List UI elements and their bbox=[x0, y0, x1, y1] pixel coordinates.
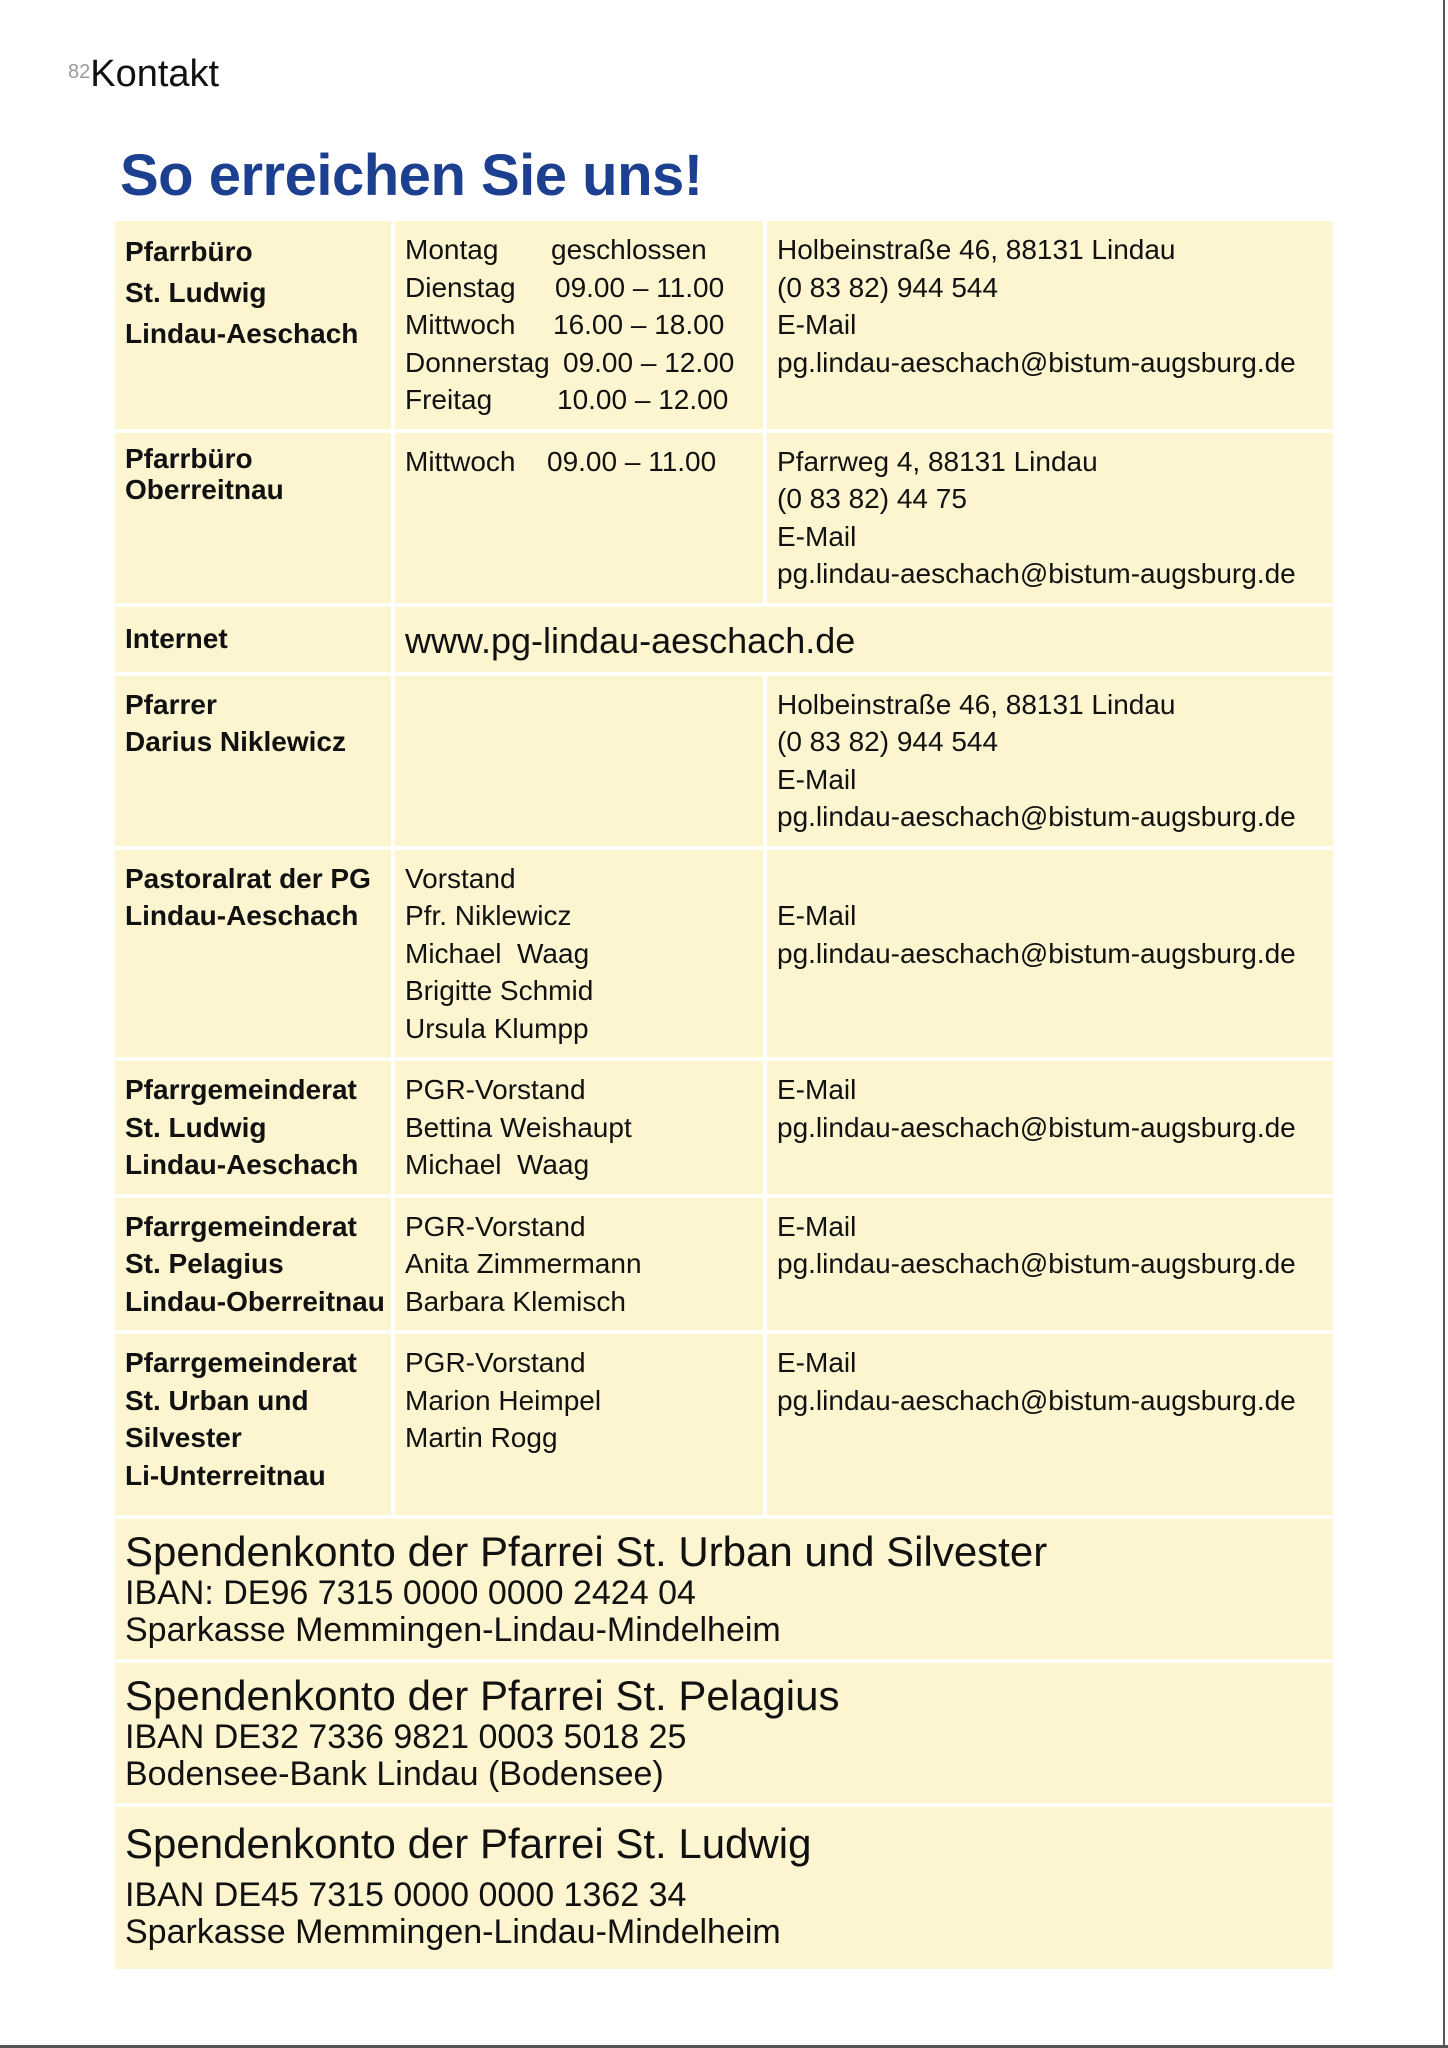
label-line: Li-Unterreitnau bbox=[125, 1459, 326, 1491]
member: PGR-Vorstand bbox=[405, 1347, 586, 1378]
member: Ursula Klumpp bbox=[405, 1012, 589, 1044]
label-line: St. Urban und bbox=[125, 1384, 309, 1416]
email-label: E-Mail bbox=[777, 763, 857, 795]
label-line: Pfarrer bbox=[125, 688, 217, 720]
contact-details bbox=[765, 431, 1335, 605]
table-row bbox=[113, 1196, 1335, 1333]
member: Anita Zimmermann bbox=[405, 1248, 642, 1279]
hours-row bbox=[405, 381, 753, 419]
hours-time: 10.00 – 12.00 bbox=[557, 384, 729, 415]
hours-day: Mittwoch bbox=[405, 445, 516, 477]
member: Brigitte Schmid bbox=[405, 975, 594, 1006]
bank-account bbox=[113, 1805, 1335, 1971]
contact-details bbox=[765, 1196, 1335, 1333]
row-label bbox=[113, 1196, 393, 1333]
member: Barbara Klemisch bbox=[405, 1285, 626, 1317]
hours-time: 09.00 – 11.00 bbox=[547, 445, 717, 477]
row-label bbox=[113, 848, 393, 1060]
page-heading: So erreichen Sie uns! bbox=[120, 143, 703, 208]
label-line: Silvester bbox=[125, 1422, 242, 1453]
hours-day: Mittwoch bbox=[405, 309, 516, 340]
table-row bbox=[113, 219, 1335, 431]
email-address: pg.lindau-aeschach@bistum-augsburg.de bbox=[777, 1384, 1296, 1416]
member: PGR-Vorstand bbox=[405, 1074, 586, 1105]
page-header bbox=[68, 52, 219, 96]
phone: (0 83 82) 944 544 bbox=[777, 726, 999, 757]
contact-details bbox=[765, 219, 1335, 431]
member: Pfr. Niklewicz bbox=[405, 900, 572, 931]
members bbox=[393, 1332, 765, 1517]
label-line: Pfarrgemeinderat bbox=[125, 1074, 357, 1105]
member: PGR-Vorstand bbox=[405, 1210, 586, 1242]
row-label bbox=[113, 605, 393, 674]
table-row bbox=[113, 1059, 1335, 1196]
office-hours bbox=[393, 219, 765, 431]
member: Bettina Weishaupt bbox=[405, 1111, 632, 1143]
bank-name: Sparkasse Memmingen-Lindau-Mindelheim bbox=[125, 1913, 781, 1951]
label-line: Internet bbox=[125, 622, 228, 654]
bank-iban: IBAN DE32 7336 9821 0003 5018 25 bbox=[125, 1718, 687, 1756]
label-line: Pfarrbüro bbox=[125, 236, 253, 267]
hours-day: Montag bbox=[405, 234, 499, 265]
email-label: E-Mail bbox=[777, 1210, 857, 1242]
website bbox=[393, 605, 1335, 674]
bank-iban: IBAN DE45 7315 0000 0000 1362 34 bbox=[125, 1876, 687, 1914]
label-line: Lindau-Aeschach bbox=[125, 1149, 359, 1180]
bank-iban: IBAN: DE96 7315 0000 0000 2424 04 bbox=[125, 1574, 696, 1612]
email-label: E-Mail bbox=[777, 1074, 857, 1105]
label-line: Lindau-Oberreitnau bbox=[125, 1285, 385, 1317]
address: Holbeinstraße 46, 88131 Lindau bbox=[777, 234, 1176, 265]
page-edge-right bbox=[1443, 0, 1445, 2048]
website-url[interactable]: www.pg-lindau-aeschach.de bbox=[405, 619, 856, 661]
member: Michael Waag bbox=[405, 937, 590, 969]
hours-day: Donnerstag bbox=[405, 346, 550, 378]
email-address: pg.lindau-aeschach@bistum-augsburg.de bbox=[777, 801, 1296, 832]
hours-row bbox=[405, 344, 753, 382]
row-label bbox=[113, 219, 393, 431]
member: Michael Waag bbox=[405, 1149, 590, 1180]
bank-account-title: Spendenkonto der Pfarrei St. Ludwig bbox=[125, 1820, 812, 1867]
row-label bbox=[113, 1332, 393, 1517]
email-address: pg.lindau-aeschach@bistum-augsburg.de bbox=[777, 558, 1296, 589]
members bbox=[393, 1196, 765, 1333]
label-line: St. Ludwig bbox=[125, 1111, 267, 1143]
email-label: E-Mail bbox=[777, 309, 857, 340]
members bbox=[393, 1059, 765, 1196]
hours-row bbox=[405, 231, 753, 269]
label-line: Pastoralrat der PG bbox=[125, 862, 371, 894]
email-address: pg.lindau-aeschach@bistum-augsburg.de bbox=[777, 1111, 1296, 1143]
bank-name: Bodensee-Bank Lindau (Bodensee) bbox=[125, 1755, 664, 1793]
spacer-line bbox=[777, 860, 1323, 898]
label-line: Oberreitnau bbox=[125, 473, 284, 505]
contact-details bbox=[765, 1059, 1335, 1196]
hours-time: 16.00 – 18.00 bbox=[553, 309, 725, 340]
label-line: St. Ludwig bbox=[125, 277, 267, 308]
empty-cell bbox=[393, 674, 765, 848]
table-row bbox=[113, 1332, 1335, 1517]
email-address: pg.lindau-aeschach@bistum-augsburg.de bbox=[777, 1248, 1296, 1279]
table-row bbox=[113, 431, 1335, 605]
label-line: Lindau-Aeschach bbox=[125, 318, 359, 349]
hours-day: Freitag bbox=[405, 384, 493, 415]
table-row bbox=[113, 848, 1335, 1060]
member: Martin Rogg bbox=[405, 1422, 558, 1453]
email-address: pg.lindau-aeschach@bistum-augsburg.de bbox=[777, 937, 1296, 969]
email-label: E-Mail bbox=[777, 900, 857, 931]
contact-details bbox=[765, 848, 1335, 1060]
label-line: St. Pelagius bbox=[125, 1248, 284, 1279]
email-address: pg.lindau-aeschach@bistum-augsburg.de bbox=[777, 346, 1296, 378]
phone: (0 83 82) 944 544 bbox=[777, 271, 999, 303]
hours-time: 09.00 – 11.00 bbox=[555, 271, 725, 303]
section-title: Kontakt bbox=[90, 53, 220, 95]
label-line: Pfarrgemeinderat bbox=[125, 1347, 357, 1378]
label-line: Pfarrgemeinderat bbox=[125, 1210, 357, 1242]
label-line: Lindau-Aeschach bbox=[125, 900, 359, 931]
phone: (0 83 82) 44 75 bbox=[777, 483, 967, 514]
bank-name: Sparkasse Memmingen-Lindau-Mindelheim bbox=[125, 1611, 781, 1649]
office-hours bbox=[393, 431, 765, 605]
row-label bbox=[113, 431, 393, 605]
hours-day: Dienstag bbox=[405, 271, 516, 303]
table-row bbox=[113, 605, 1335, 674]
address: Pfarrweg 4, 88131 Lindau bbox=[777, 445, 1098, 477]
hours-row bbox=[405, 443, 753, 481]
address: Holbeinstraße 46, 88131 Lindau bbox=[777, 688, 1176, 720]
label-line: Darius Niklewicz bbox=[125, 726, 346, 757]
contact-table bbox=[111, 217, 1337, 1973]
table-row bbox=[113, 674, 1335, 848]
members bbox=[393, 848, 765, 1060]
bank-account bbox=[113, 1661, 1335, 1805]
bank-account-title: Spendenkonto der Pfarrei St. Pelagius bbox=[125, 1672, 840, 1719]
hours-row bbox=[405, 269, 753, 307]
hours-time: geschlossen bbox=[551, 234, 707, 265]
hours-row bbox=[405, 306, 753, 344]
contact-details bbox=[765, 674, 1335, 848]
table-row bbox=[113, 1661, 1335, 1805]
email-label: E-Mail bbox=[777, 520, 857, 552]
table-row bbox=[113, 1517, 1335, 1661]
label-line: Pfarrbüro bbox=[125, 442, 253, 474]
member: Vorstand bbox=[405, 862, 516, 894]
hours-time: 09.00 – 12.00 bbox=[563, 346, 735, 378]
row-label bbox=[113, 674, 393, 848]
table-row bbox=[113, 1805, 1335, 1971]
member: Marion Heimpel bbox=[405, 1384, 602, 1416]
bank-account bbox=[113, 1517, 1335, 1661]
page-number: 82 bbox=[68, 61, 91, 83]
row-label bbox=[113, 1059, 393, 1196]
contact-details bbox=[765, 1332, 1335, 1517]
email-label: E-Mail bbox=[777, 1347, 857, 1378]
bank-account-title: Spendenkonto der Pfarrei St. Urban und Silvester bbox=[125, 1528, 1048, 1575]
